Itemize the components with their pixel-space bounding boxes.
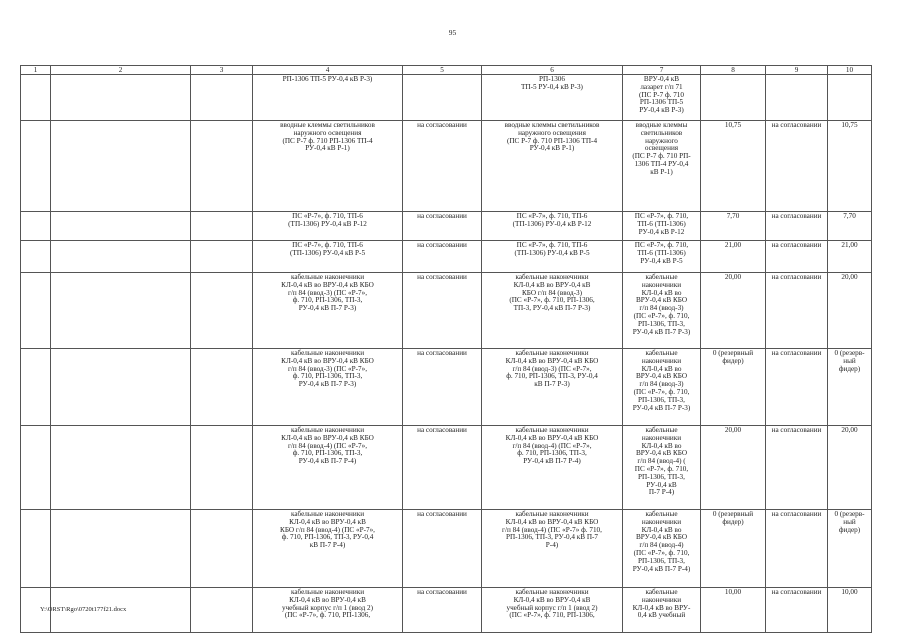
table-cell-c7: кабельные наконечники КЛ-0,4 кВ во ВРУ-0,4 кВ КБО г/п 84 (ввод-3) (ПС «Р-7», ф. 710, РП-1306, ТП-3, РУ-0,4 кВ П-7 Р-3): [623, 349, 701, 426]
table-cell-c4: кабельные наконечники КЛ-0,4 кВ во ВРУ-0,4 кВ КБО г/п 84 (ввод-4) (ПС «Р-7», ф. 710, РП-1306, ТП-3, РУ-0,4 кВ П-7 Р-4): [253, 510, 403, 588]
column-header: 5: [403, 66, 482, 75]
column-header: 6: [482, 66, 623, 75]
blank-cell: [51, 212, 191, 241]
table-cell-c10: 10,00: [828, 588, 872, 633]
table-cell-c8: 7,70: [701, 212, 766, 241]
table-cell-c4: ПС «Р-7», ф. 710, ТП-6 (ТП-1306) РУ-0,4 кВ Р-5: [253, 241, 403, 273]
blank-cell: [191, 241, 253, 273]
table-cell-c5: на согласовании: [403, 588, 482, 633]
table-cell-c10: 10,75: [828, 121, 872, 212]
blank-cell: [51, 75, 191, 121]
table-cell-c9: на согласовании: [766, 273, 828, 349]
table-cell-c6: ПС «Р-7», ф. 710, ТП-6 (ТП-1306) РУ-0,4 кВ Р-5: [482, 241, 623, 273]
table-cell-c5: на согласовании: [403, 510, 482, 588]
table-row: [21, 349, 872, 426]
column-header: 1: [21, 66, 51, 75]
table-cell-c6: РП-1306 ТП-5 РУ-0,4 кВ Р-3): [482, 75, 623, 121]
table-cell-c9: на согласовании: [766, 510, 828, 588]
table-cell-c8: 21,00: [701, 241, 766, 273]
blank-cell: [21, 121, 51, 212]
blank-cell: [191, 510, 253, 588]
column-header: 8: [701, 66, 766, 75]
blank-cell: [51, 273, 191, 349]
table-cell-c6: кабельные наконечники КЛ-0,4 кВ во ВРУ-0,4 кВ учебный корпус г/п 1 (ввод 2) (ПС «Р-7», ф. 710, РП-1306,: [482, 588, 623, 633]
table-cell-c7: ПС «Р-7», ф. 710, ТП-6 (ТП-1306) РУ-0,4 кВ Р-12: [623, 212, 701, 241]
table-cell-c8: 10,75: [701, 121, 766, 212]
column-header: 7: [623, 66, 701, 75]
table-cell-c7: кабельные наконечники КЛ-0,4 кВ во ВРУ-0,4 кВ КБО г/п 84 (ввод-4) (ПС «Р-7», ф. 710, РП-1306, ТП-3, РУ-0,4 кВ П-7 Р-4): [623, 510, 701, 588]
table-cell-c5: на согласовании: [403, 273, 482, 349]
blank-cell: [191, 212, 253, 241]
table-row: [21, 510, 872, 588]
table-cell-c9: на согласовании: [766, 121, 828, 212]
table-cell-c4: кабельные наконечники КЛ-0,4 кВ во ВРУ-0,4 кВ учебный корпус г/п 1 (ввод 2) (ПС «Р-7», ф. 710, РП-1306,: [253, 588, 403, 633]
blank-cell: [51, 121, 191, 212]
table-cell-c7: кабельные наконечники КЛ-0,4 кВ во ВРУ- 0,4 кВ учебный: [623, 588, 701, 633]
table-cell-c7: вводные клеммы светильников наружного освещения (ПС Р-7 ф. 710 РП- 1306 ТП-4 РУ-0,4 кВ Р-1): [623, 121, 701, 212]
table-cell-c8: 0 (резервный фидер): [701, 349, 766, 426]
table-cell-c8: [701, 75, 766, 121]
table-row: [21, 588, 872, 633]
blank-cell: [21, 75, 51, 121]
blank-cell: [191, 121, 253, 212]
table-cell-c10: 21,00: [828, 241, 872, 273]
column-header: 9: [766, 66, 828, 75]
table-cell-c5: на согласовании: [403, 426, 482, 510]
table-cell-c7: ПС «Р-7», ф. 710, ТП-6 (ТП-1306) РУ-0,4 кВ Р-5: [623, 241, 701, 273]
table-cell-c7: кабельные наконечники КЛ-0,4 кВ во ВРУ-0,4 кВ КБО г/п 84 (ввод-3) (ПС «Р-7», ф. 710, РП-1306, ТП-3, РУ-0,4 кВ П-7 Р-3): [623, 273, 701, 349]
blank-cell: [191, 426, 253, 510]
table-cell-c10: 0 (резерв- ный фидер): [828, 510, 872, 588]
table-row: [21, 241, 872, 273]
table-cell-c5: [403, 75, 482, 121]
table-cell-c6: ПС «Р-7», ф. 710, ТП-6 (ТП-1306) РУ-0,4 кВ Р-12: [482, 212, 623, 241]
header-row: [21, 66, 872, 75]
table-cell-c6: кабельные наконечники КЛ-0,4 кВ во ВРУ-0,4 кВ КБО г/п 84 (ввод-3) (ПС «Р-7», ф. 710, РП-1306, ТП-3, РУ-0,4 кВ П-7 Р-3): [482, 273, 623, 349]
table-cell-c10: 20,00: [828, 426, 872, 510]
table-cell-c7: кабельные наконечники КЛ-0,4 кВ во ВРУ-0,4 кВ КБО г/п 84 (ввод-4) ( ПС «Р-7», ф. 710, РП-1306, ТП-3, РУ-0,4 кВ П-7 Р-4): [623, 426, 701, 510]
page-number: 95: [448, 28, 457, 37]
table-cell-c9: на согласовании: [766, 241, 828, 273]
table-cell-c8: 20,00: [701, 426, 766, 510]
table-cell-c5: на согласовании: [403, 121, 482, 212]
column-header: 4: [253, 66, 403, 75]
table-cell-c8: 10,00: [701, 588, 766, 633]
table-cell-c9: на согласовании: [766, 588, 828, 633]
table-cell-c7: ВРУ-0,4 кВ лазарет г/п 71 (ПС Р-7 ф. 710 РП-1306 ТП-5 РУ-0,4 кВ Р-3): [623, 75, 701, 121]
blank-cell: [21, 510, 51, 588]
table-cell-c5: на согласовании: [403, 349, 482, 426]
blank-cell: [51, 241, 191, 273]
table-cell-c9: [766, 75, 828, 121]
footer-file-path: Y:\ORST\Rgo\0720t177f21.docx: [40, 606, 127, 613]
table-row: [21, 121, 872, 212]
table-cell-c6: вводные клеммы светильников наружного освещения (ПС Р-7 ф. 710 РП-1306 ТП-4 РУ-0,4 кВ Р-1): [482, 121, 623, 212]
blank-cell: [21, 212, 51, 241]
blank-cell: [21, 273, 51, 349]
table-row: [21, 212, 872, 241]
column-header: 3: [191, 66, 253, 75]
table-cell-c8: 20,00: [701, 273, 766, 349]
table-cell-c4: кабельные наконечники КЛ-0,4 кВ во ВРУ-0,4 кВ КБО г/п 84 (ввод-3) (ПС «Р-7», ф. 710, РП-1306, ТП-3, РУ-0,4 кВ П-7 Р-3): [253, 349, 403, 426]
table-cell-c9: на согласовании: [766, 212, 828, 241]
table-cell-c4: кабельные наконечники КЛ-0,4 кВ во ВРУ-0,4 кВ КБО г/п 84 (ввод-4) (ПС «Р-7», ф. 710, РП-1306, ТП-3, РУ-0,4 кВ П-7 Р-4): [253, 426, 403, 510]
table-cell-c9: на согласовании: [766, 426, 828, 510]
blank-cell: [21, 349, 51, 426]
table-row: [21, 75, 872, 121]
table-cell-c4: кабельные наконечники КЛ-0,4 кВ во ВРУ-0,4 кВ КБО г/п 84 (ввод-3) (ПС «Р-7», ф. 710, РП-1306, ТП-3, РУ-0,4 кВ П-7 Р-3): [253, 273, 403, 349]
table-cell-c5: на согласовании: [403, 212, 482, 241]
blank-cell: [191, 588, 253, 633]
blank-cell: [21, 426, 51, 510]
table-cell-c8: 0 (резервный фидер): [701, 510, 766, 588]
blank-cell: [191, 75, 253, 121]
table-cell-c5: на согласовании: [403, 241, 482, 273]
table-cell-c10: 7,70: [828, 212, 872, 241]
data-table: [20, 65, 872, 633]
table-cell-c10: [828, 75, 872, 121]
column-header: 10: [828, 66, 872, 75]
table-body: [21, 75, 872, 633]
table-cell-c6: кабельные наконечники КЛ-0,4 кВ во ВРУ-0,4 кВ КБО г/п 84 (ввод-4) (ПС «Р-7» ф. 710, РП-1306, ТП-3, РУ-0,4 кВ П-7 Р-4): [482, 510, 623, 588]
blank-cell: [51, 510, 191, 588]
table-row: [21, 273, 872, 349]
table-cell-c10: 0 (резерв- ный фидер): [828, 349, 872, 426]
table-cell-c6: кабельные наконечники КЛ-0,4 кВ во ВРУ-0,4 кВ КБО г/п 84 (ввод-4) (ПС «Р-7», ф. 710, РП-1306, ТП-3, РУ-0,4 кВ П-7 Р-4): [482, 426, 623, 510]
column-header: 2: [51, 66, 191, 75]
blank-cell: [51, 349, 191, 426]
table-cell-c4: РП-1306 ТП-5 РУ-0,4 кВ Р-3): [253, 75, 403, 121]
table-cell-c9: на согласовании: [766, 349, 828, 426]
table-row: [21, 426, 872, 510]
blank-cell: [191, 349, 253, 426]
table-cell-c10: 20,00: [828, 273, 872, 349]
blank-cell: [191, 273, 253, 349]
table-cell-c4: ПС «Р-7», ф. 710, ТП-6 (ТП-1306) РУ-0,4 кВ Р-12: [253, 212, 403, 241]
table-cell-c6: кабельные наконечники КЛ-0,4 кВ во ВРУ-0,4 кВ КБО г/п 84 (ввод-3) (ПС «Р-7», ф. 710, РП-1306, ТП-3, РУ-0,4 кВ П-7 Р-3): [482, 349, 623, 426]
blank-cell: [51, 426, 191, 510]
blank-cell: [21, 241, 51, 273]
table-cell-c4: вводные клеммы светильников наружного освещения (ПС Р-7 ф. 710 РП-1306 ТП-4 РУ-0,4 кВ Р-1): [253, 121, 403, 212]
